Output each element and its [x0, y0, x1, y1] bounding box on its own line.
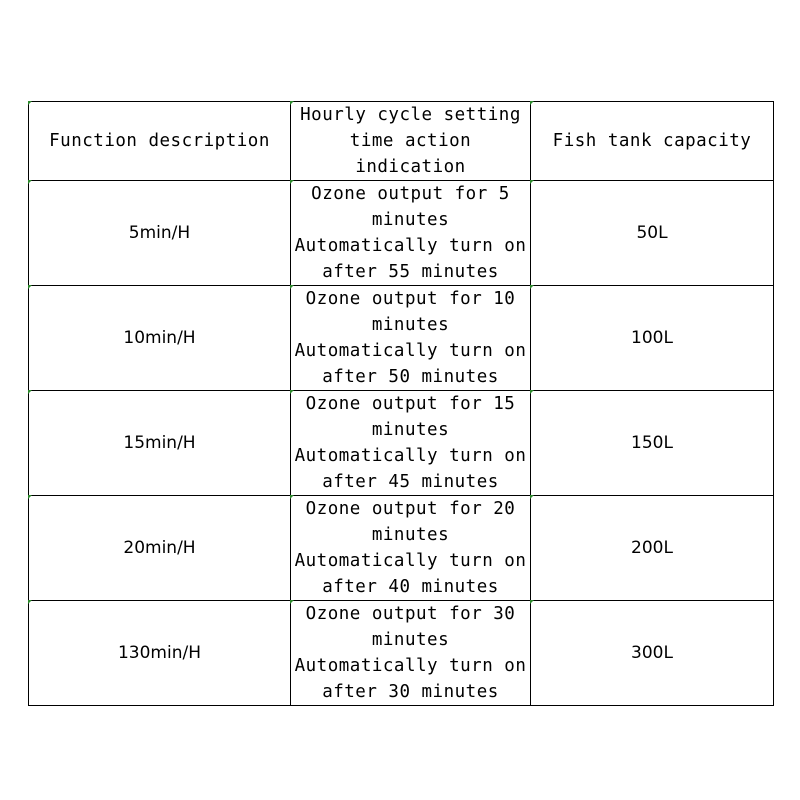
capacity-cell: 50L — [531, 181, 774, 286]
function-cell: 130min/H — [29, 601, 291, 706]
table-row — [29, 286, 774, 391]
ozone-cycle-table — [28, 101, 774, 706]
action-cell: Ozone output for 30 minutes Automatically turn on after 30 minutes — [291, 601, 531, 706]
table-header-row — [29, 102, 774, 181]
capacity-cell: 150L — [531, 391, 774, 496]
header-cycle-line: Hourly cycle setting — [300, 105, 521, 125]
table-row — [29, 496, 774, 601]
capacity-cell: 200L — [531, 496, 774, 601]
function-cell: 20min/H — [29, 496, 291, 601]
capacity-cell: 300L — [531, 601, 774, 706]
header-hourly-cycle-setting — [291, 102, 531, 181]
action-cell: Ozone output for 15 minutes Automatically turn on after 45 minutes — [291, 391, 531, 496]
header-function-description: Function description — [29, 102, 291, 181]
function-cell: 10min/H — [29, 286, 291, 391]
action-cell: Ozone output for 10 minutes Automatically turn on after 50 minutes — [291, 286, 531, 391]
header-cycle-line: time action — [349, 131, 472, 151]
table-row — [29, 601, 774, 706]
function-cell: 5min/H — [29, 181, 291, 286]
action-cell: Ozone output for 5 minutes Automatically turn on after 55 minutes — [291, 181, 531, 286]
table-row — [29, 181, 774, 286]
header-cycle-line: indication — [355, 157, 466, 177]
action-cell: Ozone output for 20 minutes Automatically turn on after 40 minutes — [291, 496, 531, 601]
table-row — [29, 391, 774, 496]
function-cell: 15min/H — [29, 391, 291, 496]
capacity-cell: 100L — [531, 286, 774, 391]
header-fish-tank-capacity: Fish tank capacity — [531, 102, 774, 181]
